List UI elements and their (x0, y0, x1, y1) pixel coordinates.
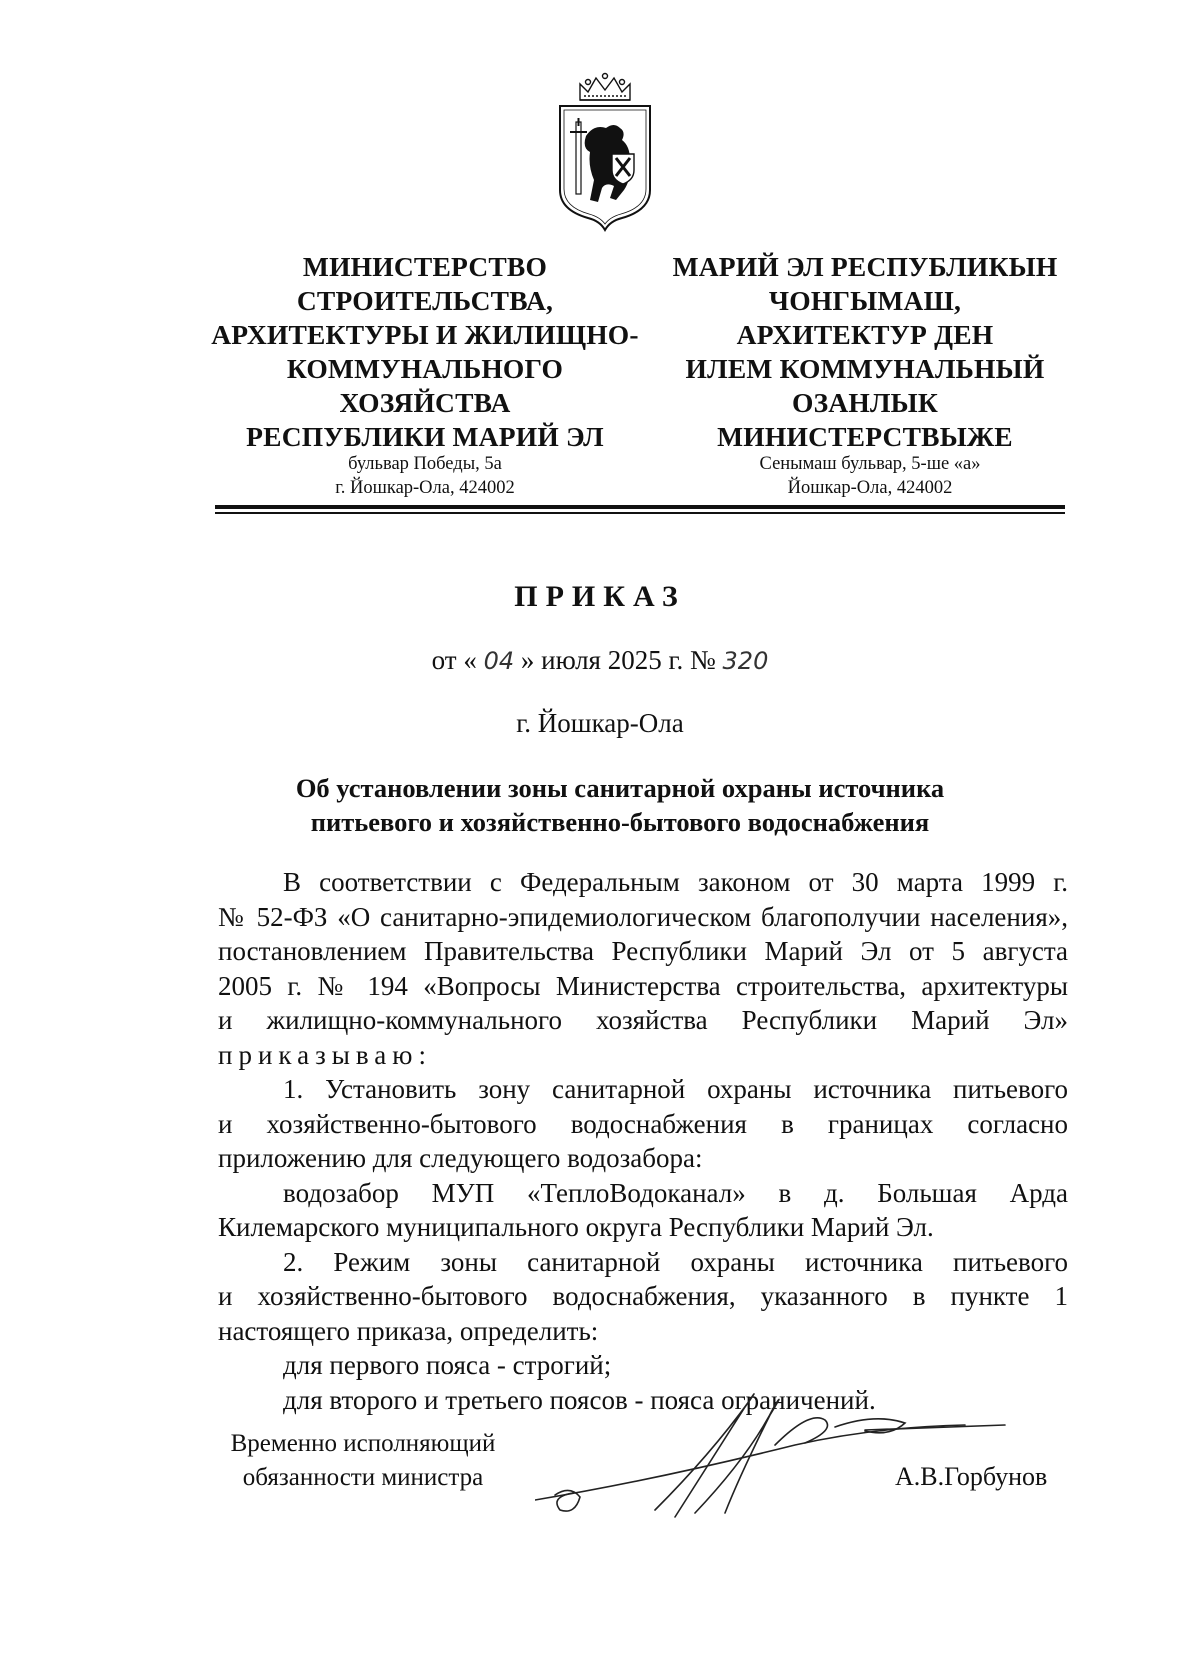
document-type-title: ПРИКАЗ (514, 580, 686, 613)
date-prefix: от « (431, 645, 477, 675)
body-line: и жилищно-коммунального хозяйства Республики Марий Эл» (218, 1005, 1068, 1035)
body-line: постановлением Правительства Республики Марий Эл от 5 августа (218, 936, 1068, 966)
address-mari: Сенымаш бульвар, 5-ше «а» Йошкар-Ола, 424002 (759, 454, 981, 498)
handwritten-order-number: 320 (722, 647, 769, 675)
ministry-name-mari: МАРИЙ ЭЛ РЕСПУБЛИКЫН ЧОНГЫМАШ, АРХИТЕКТУР ДЕН ИЛЕМ КОММУНАЛЬНЫЙ ОЗАНЛЫК МИНИСТЕРСТВЫЖЕ (672, 251, 1058, 452)
order-subject: Об установлении зоны санитарной охраны источника питьевого и хозяйственно-бытового водоснабжения (295, 773, 945, 837)
header-divider-thick (215, 505, 1065, 509)
body-line: Килемарского муниципального округа Республики Марий Эл. (218, 1212, 934, 1242)
body-line: В соответствии с Федеральным законом от 30 марта 1999 г. (283, 867, 1068, 897)
signatory-title: Временно исполняющий обязанности министра (230, 1430, 496, 1491)
body-line: № 52-ФЗ «О санитарно-эпидемиологическом благополучии населения», (218, 901, 1068, 932)
body-line: приложению для следующего водозабора: (218, 1143, 703, 1173)
signatory-name: А.В.Горбунов (895, 1462, 1048, 1491)
body-line: 2005 г. № 194 «Вопросы Министерства строительства, архитектуры (218, 970, 1068, 1001)
body-line: 2. Режим зоны санитарной охраны источника питьевого (283, 1246, 1068, 1277)
issue-city: г. Йошкар-Ола (516, 708, 684, 738)
body-line: и хозяйственно-бытового водоснабжения, указанного в пункте 1 (218, 1281, 1068, 1311)
body-line: водозабор МУП «ТеплоВодоканал» в д. Большая Арда (283, 1177, 1068, 1208)
header-divider-thin (215, 512, 1065, 514)
body-line: и хозяйственно-бытового водоснабжения в границах согласно (218, 1108, 1068, 1139)
handwritten-signature (535, 1385, 1035, 1520)
order-body (218, 865, 1068, 1417)
handwritten-day: 04 (483, 647, 515, 675)
coat-of-arms-emblem (550, 70, 660, 240)
date-middle: » июля 2025 г. № (520, 645, 716, 675)
zone-2-3-regime: для второго и третьего поясов - пояса ограничений. (283, 1384, 876, 1415)
address-russian: бульвар Победы, 5а г. Йошкар-Ола, 424002 (335, 454, 515, 498)
order-date-line (0, 645, 1200, 676)
body-line: 1. Установить зону санитарной охраны источника питьевого (283, 1074, 1068, 1104)
order-word: приказываю: (218, 1039, 432, 1070)
zone-1-regime: для первого пояса - строгий; (283, 1350, 612, 1380)
ministry-name-russian: МИНИСТЕРСТВО СТРОИТЕЛЬСТВА, АРХИТЕКТУРЫ И ЖИЛИЩНО- КОММУНАЛЬНОГО ХОЗЯЙСТВА РЕСПУБЛИКИ МАРИЙ ЭЛ (211, 251, 639, 452)
body-line: настоящего приказа, определить: (218, 1315, 599, 1346)
